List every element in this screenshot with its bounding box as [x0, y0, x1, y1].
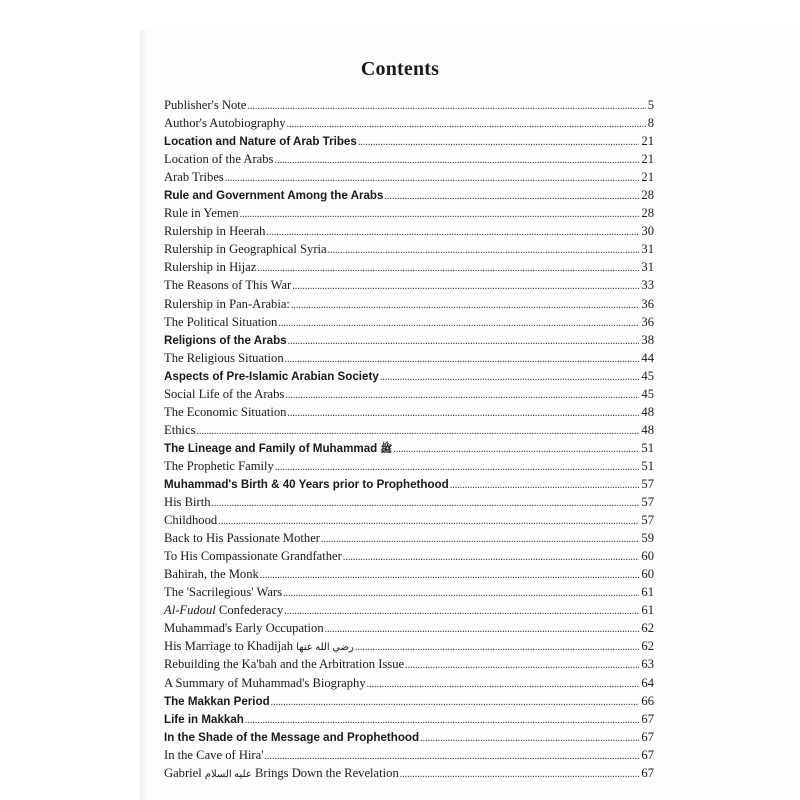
toc-entry-page-number: 8: [647, 116, 654, 131]
toc-entry-title: [164, 511, 218, 529]
toc-entry-title: [164, 313, 278, 331]
toc-entry: [164, 96, 654, 114]
toc-entry-title-text: The Prophetic Family: [164, 458, 274, 473]
toc-entry-title: [164, 601, 284, 619]
toc-entry-title: [164, 764, 400, 784]
toc-entry: [164, 637, 654, 655]
toc-entry-page-number: 61: [641, 603, 654, 618]
toc-entry-page-number: 36: [641, 296, 654, 311]
toc-entry-page-number: 28: [641, 188, 654, 203]
toc-entry-title: [164, 368, 380, 386]
toc-entry-title: [164, 187, 384, 205]
toc-entry-title-text: Muhammad's Early Occupation: [164, 621, 324, 636]
toc-entry-title: [164, 674, 367, 692]
toc-entry-page-number: 57: [641, 495, 654, 510]
toc-entry-title: [164, 349, 285, 367]
toc-entry-page-number: 38: [641, 332, 654, 347]
toc-entry-page-number: 36: [641, 314, 654, 329]
toc-entry-page-number: 31: [641, 242, 654, 257]
toc-entry-page-number: 45: [641, 386, 654, 401]
toc-entry: [164, 674, 654, 692]
toc-entry: [164, 764, 654, 782]
toc-entry-title-text: Rulership in Pan-Arabia:: [164, 296, 290, 311]
toc-entry-title: [164, 547, 343, 565]
toc-entry-title-text: Author's Autobiography: [164, 116, 286, 131]
toc-entry-title-text: The Reasons of This War: [164, 278, 292, 293]
toc-entry-title: [164, 258, 257, 276]
toc-entry: [164, 132, 654, 150]
toc-entry-page-number: 59: [641, 531, 654, 546]
toc-entry-title: [164, 529, 321, 547]
toc-entry-title-text: Location of the Arabs: [164, 152, 274, 167]
toc-entry-title-text: His Birth: [164, 495, 211, 510]
toc-entry-title-text: Location and Nature of Arab Tribes: [164, 135, 357, 149]
toc-entry-title: [164, 295, 291, 313]
table-of-contents: [164, 96, 654, 782]
toc-entry-title: [164, 693, 271, 711]
toc-entry: [164, 421, 654, 439]
toc-entry-page-number: 57: [641, 476, 654, 491]
toc-entry: [164, 655, 654, 673]
toc-entry: [164, 692, 654, 710]
toc-entry-page-number: 21: [641, 170, 654, 185]
toc-entry-page-number: 62: [641, 621, 654, 636]
toc-entry: [164, 439, 654, 457]
toc-entry: [164, 150, 654, 168]
toc-entry-title-text: Bahirah, the Monk: [164, 567, 259, 582]
toc-entry-page-number: 45: [641, 368, 654, 383]
toc-entry-title-text: Rulership in Heerah: [164, 224, 266, 239]
toc-entry: [164, 240, 654, 258]
toc-entry-page-number: 21: [641, 152, 654, 167]
toc-entry-page-number: 66: [641, 693, 654, 708]
toc-entry: [164, 186, 654, 204]
toc-entry-page-number: 67: [641, 729, 654, 744]
toc-entry-italic-term: Al-Fudoul: [164, 603, 216, 618]
toc-entry-title-text: The Political Situation: [164, 314, 278, 329]
toc-entry-title: [164, 476, 450, 494]
toc-entry: [164, 547, 654, 565]
toc-entry-title: [164, 655, 405, 673]
toc-entry-title: [164, 133, 358, 151]
toc-entry-title-text: Back to His Passionate Mother: [164, 531, 321, 546]
toc-entry: [164, 313, 654, 331]
page-title: Contents: [360, 58, 440, 80]
toc-entry-page-number: 57: [641, 513, 654, 528]
toc-entry-title-text: In the Shade of the Message and Prophethood: [164, 730, 420, 744]
toc-entry-page-number: 33: [641, 278, 654, 293]
toc-entry-title: [164, 96, 247, 114]
toc-entry-title: [164, 637, 355, 657]
toc-entry-title: [164, 565, 260, 583]
toc-entry-title-text: In the Cave of Hira': [164, 747, 264, 762]
toc-entry-title-text: The Makkan Period: [164, 694, 270, 708]
toc-entry-page-number: 62: [641, 639, 654, 654]
toc-entry-page-number: 48: [641, 404, 654, 419]
page-edge-shadow: [140, 30, 148, 800]
toc-entry-title-text: Rulership in Geographical Syria: [164, 242, 327, 257]
toc-entry: [164, 403, 654, 421]
toc-entry-title-text: Social Life of the Arabs: [164, 386, 285, 401]
toc-entry-title: [164, 493, 212, 511]
toc-entry-title: [164, 729, 420, 747]
toc-entry-title-rest: Confederacy: [215, 603, 284, 618]
toc-entry: [164, 511, 654, 529]
toc-entry-page-number: 67: [641, 765, 654, 780]
toc-entry: [164, 493, 654, 511]
toc-entry-page-number: 60: [641, 567, 654, 582]
toc-entry-page-number: 51: [641, 458, 654, 473]
toc-entry-title-rest: Brings Down the Revelation: [251, 765, 399, 780]
toc-entry-title: [164, 332, 288, 350]
toc-entry-page-number: 64: [641, 675, 654, 690]
toc-entry-page-number: 61: [641, 585, 654, 600]
toc-entry-title: [164, 222, 266, 240]
toc-entry-title-text: Childhood: [164, 513, 218, 528]
toc-entry-title-text: Aspects of Pre-Islamic Arabian Society: [164, 369, 379, 383]
toc-entry-title-text: Muhammad's Birth & 40 Years prior to Prophethood: [164, 477, 449, 491]
toc-entry: [164, 710, 654, 728]
toc-entry-page-number: 63: [641, 657, 654, 672]
toc-entry: [164, 331, 654, 349]
toc-entry-page-number: 28: [641, 206, 654, 221]
toc-entry: [164, 168, 654, 186]
toc-entry-page-number: 67: [641, 747, 654, 762]
toc-entry-title-text: Rule in Yemen: [164, 206, 239, 221]
toc-entry: [164, 746, 654, 764]
honorific-glyph: ﷺ: [380, 443, 393, 455]
toc-entry-page-number: 51: [641, 440, 654, 455]
toc-entry-page-number: 5: [647, 98, 654, 112]
toc-entry-title-text: Gabriel: [164, 765, 202, 780]
toc-entry-page-number: 67: [641, 711, 654, 726]
toc-entry: [164, 276, 654, 294]
toc-entry-title: [164, 168, 225, 186]
toc-entry-title-text: The Lineage and Family of Muhammad: [164, 441, 378, 455]
honorific-glyph: عليه السلام: [204, 768, 252, 780]
toc-entry: [164, 529, 654, 547]
toc-entry-page-number: 21: [641, 134, 654, 149]
toc-entry-title-text: His Marriage to Khadijah: [164, 639, 294, 654]
toc-entry-title-text: The Economic Situation: [164, 404, 287, 419]
toc-entry-page-number: 30: [641, 224, 654, 239]
toc-entry-title: [164, 403, 287, 421]
toc-entry-title-text: Rebuilding the Ka'bah and the Arbitration Issue: [164, 657, 405, 672]
toc-entry: [164, 457, 654, 475]
toc-entry-title-text: A Summary of Muhammad's Biography: [164, 675, 366, 690]
dot-leader: [400, 766, 640, 784]
toc-entry: [164, 367, 654, 385]
toc-entry: [164, 114, 654, 132]
toc-entry-title: [164, 746, 264, 764]
toc-entry-title-text: The 'Sacrilegious' Wars: [164, 585, 283, 600]
honorific-glyph: رضي الله عنها: [296, 642, 354, 654]
toc-entry-title: [164, 240, 328, 258]
toc-entry-title-text: Ethics: [164, 422, 196, 437]
toc-entry-title-text: Rulership in Hijaz: [164, 260, 257, 275]
toc-entry: [164, 385, 654, 403]
toc-entry: [164, 222, 654, 240]
toc-entry-title: [164, 457, 275, 475]
toc-entry-title: [164, 421, 196, 439]
toc-entry-page-number: 60: [641, 549, 654, 564]
toc-entry-title-text: Life in Makkah: [164, 712, 244, 726]
toc-entry-title-text: To His Compassionate Grandfather: [164, 549, 342, 564]
toc-entry-title-text: Rule and Government Among the Arabs: [164, 189, 384, 203]
toc-entry-title: [164, 204, 240, 222]
toc-entry-title-text: Arab Tribes: [164, 170, 224, 185]
toc-entry: [164, 258, 654, 276]
toc-entry-title: [164, 114, 287, 132]
toc-entry: [164, 475, 654, 493]
toc-entry-title-text: The Religious Situation: [164, 350, 284, 365]
toc-entry-title-text: Religions of the Arabs: [164, 333, 287, 347]
toc-entry: [164, 349, 654, 367]
toc-entry-title: [164, 150, 274, 168]
toc-entry-title: [164, 619, 325, 637]
toc-entry-page-number: 48: [641, 422, 654, 437]
toc-entry: [164, 583, 654, 601]
toc-entry-title: [164, 711, 245, 729]
toc-entry: [164, 619, 654, 637]
toc-entry-title-text: Publisher's Note: [164, 98, 247, 112]
toc-entry-title: [164, 385, 285, 403]
toc-entry: [164, 295, 654, 313]
toc-entry: [164, 728, 654, 746]
toc-entry-page-number: 44: [641, 350, 654, 365]
toc-entry: [164, 565, 654, 583]
toc-entry: [164, 601, 654, 619]
toc-entry-title: [164, 583, 283, 601]
toc-entry: [164, 204, 654, 222]
toc-entry-title: [164, 276, 292, 294]
toc-entry-page-number: 31: [641, 260, 654, 275]
